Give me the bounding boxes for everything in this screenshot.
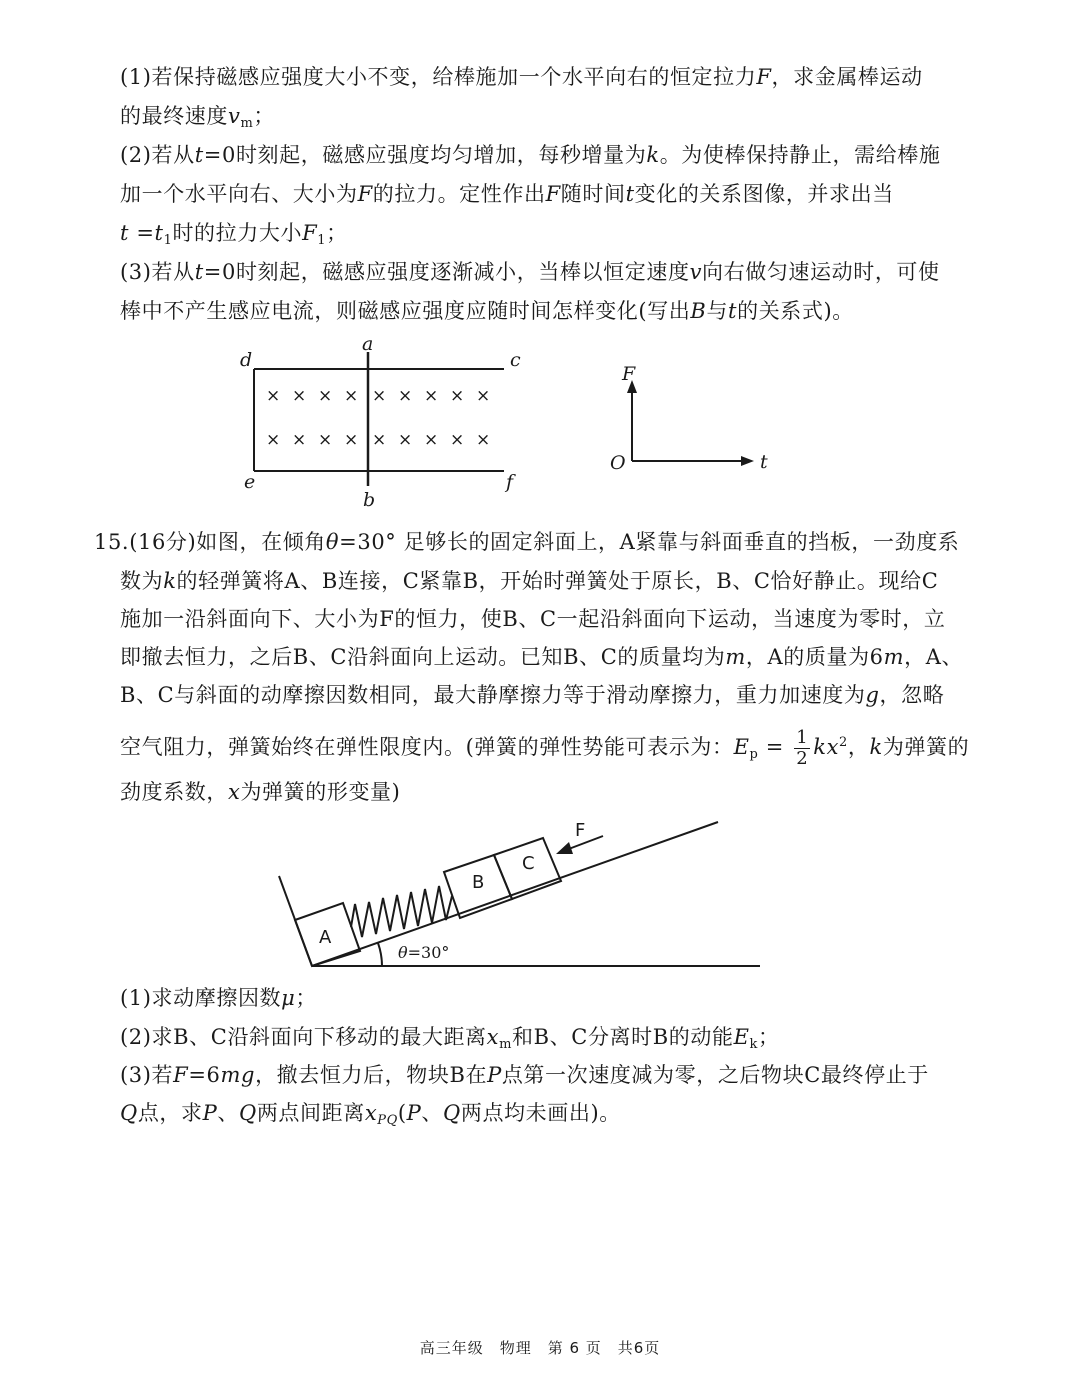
q15-line-6: 空气阻力，弹簧始终在弹性限度内。(弹簧的弹性势能可表示为：$E_p$ = $\frac{1}{2}$ $kx^2$，k为弹簧的 xyxy=(120,727,970,769)
field-cross: × xyxy=(318,386,333,406)
force-label-f: F xyxy=(575,820,586,841)
spring xyxy=(351,886,452,937)
label-e: e xyxy=(244,471,256,493)
q15-line-4: 即撤去恒力，之后B、C沿斜面向上运动。已知B、C的质量均为m，A的质量为6m，A、 xyxy=(120,645,964,669)
field-cross: × xyxy=(398,430,413,450)
field-cross: × xyxy=(476,430,491,450)
q14-line-6: (3)若从t=0时刻起，磁感应强度逐渐减小，当棒以恒定速度v向右做匀速运动时，可使 xyxy=(120,260,940,284)
field-cross: × xyxy=(292,430,307,450)
q14-line-7: 棒中不产生感应电流，则磁感应强度应随时间怎样变化(写出B与t的关系式)。 xyxy=(120,299,854,323)
q15-line-7: 劲度系数，x为弹簧的形变量) xyxy=(120,780,401,804)
q15-part-3: (3)若F=6mg，撤去恒力后，物块B在P点第一次速度减为零，之后物块C最终停止于 xyxy=(120,1063,929,1087)
q15-part-3-cont: Q点，求P、Q两点间距离$x_{PQ}(P$、Q两点均未画出)。 xyxy=(120,1101,621,1128)
field-cross: × xyxy=(450,386,465,406)
force-arrow-head xyxy=(556,842,573,854)
q15-line-1: 15.(16分)如图，在倾角θ=30° 足够长的固定斜面上，A紧靠与斜面垂直的挡板，一劲度系 xyxy=(94,530,960,554)
field-cross: × xyxy=(344,386,359,406)
block-label-b: B xyxy=(472,872,485,893)
field-cross: × xyxy=(424,430,439,450)
field-cross: × xyxy=(372,386,387,406)
q15-part-1: (1)求动摩擦因数μ； xyxy=(120,986,318,1010)
field-cross: × xyxy=(292,386,307,406)
label-c: c xyxy=(510,349,521,371)
field-cross: × xyxy=(318,430,333,450)
q14-line-3: (2)若从t=0时刻起，磁感应强度均匀增加，每秒增量为k。为使棒保持静止，需给棒施 xyxy=(120,143,941,167)
field-cross: × xyxy=(476,386,491,406)
axis-label-f: F xyxy=(622,363,636,385)
label-a: a xyxy=(362,333,374,355)
field-cross: × xyxy=(266,430,281,450)
angle-arc xyxy=(378,943,382,966)
label-d: d xyxy=(240,349,253,371)
field-cross: × xyxy=(344,430,359,450)
q14-line-4: 加一个水平向右、大小为F的拉力。定性作出F随时间t变化的关系图像，并求出当 xyxy=(120,182,894,206)
field-cross: × xyxy=(398,386,413,406)
q15-line-3: 施加一沿斜面向下、大小为F的恒力，使B、C一起沿斜面向下运动，当速度为零时，立 xyxy=(120,607,946,631)
q15-part-2: (2)求B、C沿斜面向下移动的最大距离$x_m$和B、C分离时B的动能$E_k$； xyxy=(120,1025,780,1052)
incline-surface xyxy=(312,822,718,966)
axis-label-origin: O xyxy=(610,452,626,474)
field-cross: × xyxy=(266,386,281,406)
q14-line-1: (1)若保持磁感应强度大小不变，给棒施加一个水平向右的恒定拉力F，求金属棒运动 xyxy=(120,65,923,89)
page-footer: 高三年级 物理 第 6 页 共6页 xyxy=(419,1339,661,1357)
angle-label: θ=30° xyxy=(398,943,450,962)
q14-line-2: 的最终速度$v_m$； xyxy=(120,104,276,131)
label-f: f xyxy=(506,471,514,493)
q14-line-5: $t =t_1$时的拉力大小$F_1$； xyxy=(120,221,348,248)
field-cross: × xyxy=(450,430,465,450)
fraction-one-half: $\frac{1}{2}$ xyxy=(796,727,809,769)
q15-line-2: 数为k的轻弹簧将A、B连接，C紧靠B，开始时弹簧处于原长，B、C恰好静止。现给C xyxy=(120,569,939,593)
q15-line-5: B、C与斜面的动摩擦因数相同，最大静摩擦力等于滑动摩擦力，重力加速度为g，忽略 xyxy=(120,683,945,707)
block-label-a: A xyxy=(319,927,332,948)
label-b: b xyxy=(363,489,376,511)
axis-label-t: t xyxy=(760,451,768,473)
block-label-c: C xyxy=(522,853,535,874)
field-cross: × xyxy=(372,430,387,450)
field-cross: × xyxy=(424,386,439,406)
